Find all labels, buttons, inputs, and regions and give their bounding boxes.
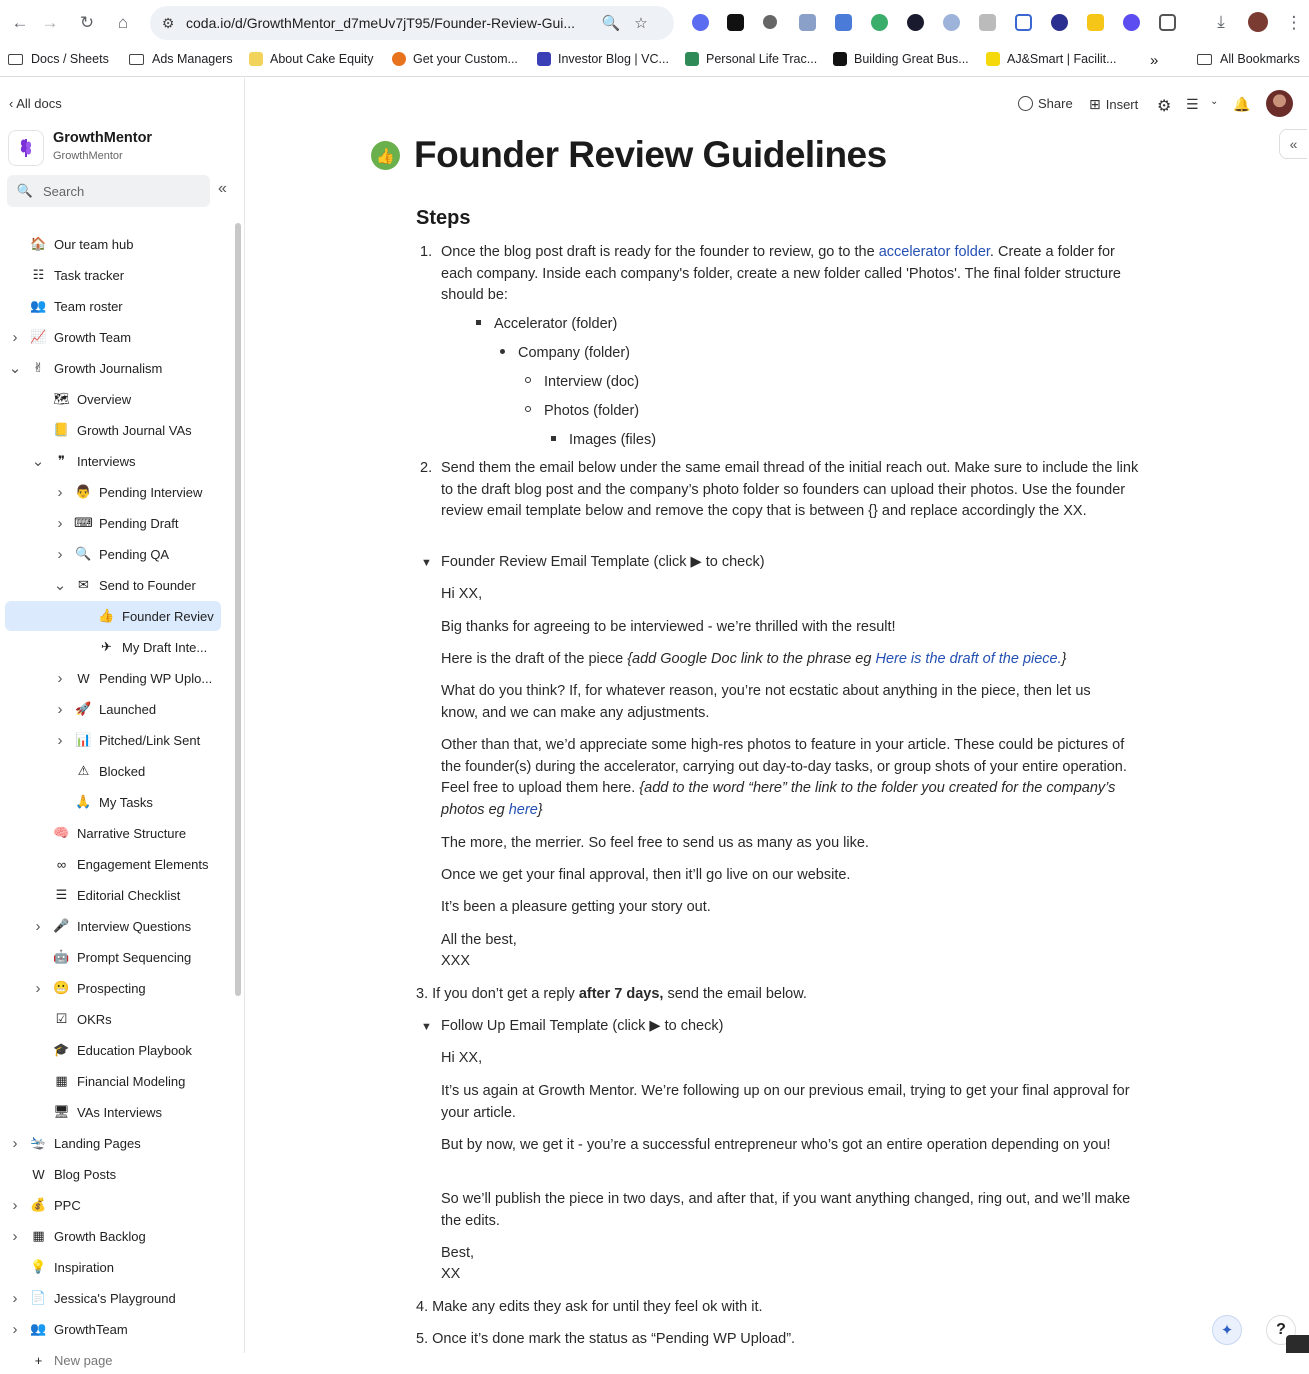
photos-folder-link[interactable]: here <box>508 801 538 818</box>
tree-label: Company (folder) <box>518 345 631 361</box>
doc-logo[interactable] <box>8 130 44 166</box>
sidebar-item[interactable] <box>0 1284 230 1312</box>
monitor-people-icon: 🖥 <box>53 1104 70 1119</box>
follow-up-toggle[interactable]: Follow Up Email Template (click ▶ to check) <box>441 1018 724 1034</box>
zoom-search-icon[interactable]: 🔍 <box>601 15 621 32</box>
chevron-down-icon[interactable]: ⌄ <box>53 577 67 594</box>
favicon <box>833 52 847 66</box>
site-info-icon[interactable]: ⚙ <box>161 14 175 31</box>
document-icon: 📄 <box>30 1290 47 1305</box>
sidebar-item[interactable] <box>0 1129 230 1157</box>
extension-icon[interactable] <box>799 14 816 31</box>
extension-icon[interactable] <box>907 14 924 31</box>
favicon <box>986 52 1000 66</box>
folder-icon <box>129 54 144 65</box>
browser-toolbar <box>0 0 1309 45</box>
chevron-right-icon[interactable]: › <box>12 328 18 346</box>
sidebar-item-label: Financial Modeling <box>77 1073 186 1089</box>
sidebar-item-label: Editorial Checklist <box>77 887 181 903</box>
grid-icon: ▦ <box>32 1228 45 1243</box>
comments-icon[interactable]: ☰ <box>1186 96 1199 112</box>
task-list-icon: ☷ <box>32 267 45 282</box>
insert-button[interactable] <box>1089 96 1138 113</box>
sidebar-item-label: Landing Pages <box>54 1135 141 1151</box>
sidebar-item-label: Overview <box>77 391 132 407</box>
all-bookmarks-folder[interactable] <box>1197 52 1300 66</box>
sidebar-item-label: Narrative Structure <box>77 825 187 841</box>
chevron-right-icon[interactable]: › <box>12 1196 18 1214</box>
sidebar-item[interactable] <box>0 788 230 816</box>
rocket-icon: 🚀 <box>75 701 92 716</box>
bookmark-label: Get your Custom... <box>413 52 518 66</box>
sidebar-item-label: Pitched/Link Sent <box>99 732 201 748</box>
chevron-right-icon[interactable]: › <box>12 1320 18 1338</box>
list-number: 1. <box>420 244 433 260</box>
url-text[interactable]: coda.io/d/GrowthMentor_d7meUv7jT95/Founder-Review-Gui... <box>186 15 576 31</box>
step-5-text: 5. Once it’s done mark the status as “Pending WP Upload”. <box>416 1331 796 1347</box>
sidebar-item[interactable] <box>0 850 230 878</box>
bookmark-star-icon[interactable]: ☆ <box>634 15 648 32</box>
ledger-icon: 📒 <box>53 422 70 437</box>
thumbs-up-icon[interactable]: 👍 <box>371 141 400 170</box>
sidebar-item-label: My Tasks <box>99 794 153 810</box>
bookmark-item[interactable] <box>249 52 374 66</box>
translate-extension-icon[interactable] <box>835 14 852 31</box>
extension-icon[interactable] <box>979 14 996 31</box>
sidebar-item[interactable] <box>0 1191 230 1219</box>
share-icon <box>1018 96 1033 111</box>
sidebar-item-label: Education Playbook <box>77 1042 192 1058</box>
email-signoff: Best, <box>441 1245 475 1261</box>
typewriter-icon: ⌨ <box>74 515 93 530</box>
chevron-right-icon[interactable]: › <box>57 731 63 749</box>
sidebar-item[interactable] <box>0 726 230 754</box>
bookmark-folder[interactable] <box>129 52 233 66</box>
sidebar-item-label: GrowthTeam <box>54 1321 128 1337</box>
folder-icon <box>8 54 23 65</box>
sidebar-item-label: Blog Posts <box>54 1166 117 1182</box>
sidebar-item-label: Send to Founder <box>99 577 196 593</box>
ai-sparkle-button[interactable]: ✦ <box>1212 1315 1242 1345</box>
sidebar-item[interactable] <box>0 912 230 940</box>
graduation-cap-icon: 🎓 <box>53 1042 70 1057</box>
accelerator-folder-link[interactable]: accelerator folder <box>878 244 990 260</box>
bookmark-label: Docs / Sheets <box>31 52 109 66</box>
brain-icon: 🧠 <box>53 825 70 840</box>
tree-label: Interview (doc) <box>544 374 640 390</box>
sidebar-item[interactable] <box>0 1253 230 1281</box>
plus-icon: + <box>34 1352 43 1368</box>
magnifier-icon: 🔍 <box>75 546 92 561</box>
insert-grid-icon: ⊞ <box>1089 96 1101 112</box>
sidebar-item[interactable] <box>0 1160 230 1188</box>
settings-gear-icon[interactable]: ⚙ <box>1157 98 1172 115</box>
sidebar-item-label: Pending Interview <box>99 484 203 500</box>
bookmark-label: About Cake Equity <box>270 52 374 66</box>
draft-link[interactable]: Here is the draft of the piece. <box>875 651 1062 667</box>
step-1-text <box>441 242 1141 307</box>
favicon <box>685 52 699 66</box>
wordpress-icon: W <box>32 1166 45 1182</box>
download-icon[interactable]: ⤓ <box>1217 12 1225 31</box>
step-3-text <box>416 984 807 1006</box>
tree-item <box>500 345 630 361</box>
people-talking-icon: 👨 <box>75 484 92 499</box>
sidebar-item-label: Growth Backlog <box>54 1228 146 1244</box>
text: Here is the draft of the piece <box>441 651 628 667</box>
sidebar-item[interactable] <box>0 478 230 506</box>
bookmark-label: Personal Life Trac... <box>706 52 818 66</box>
praying-hands-icon: 🙏 <box>75 794 92 809</box>
sidebar-item[interactable] <box>0 819 230 847</box>
share-button[interactable] <box>1018 96 1073 111</box>
bookmark-item[interactable] <box>685 52 817 66</box>
sidebar-item[interactable] <box>0 509 230 537</box>
sidebar-item[interactable] <box>0 354 230 382</box>
sidebar-item-label: Launched <box>99 701 157 717</box>
chevron-label: » <box>1150 52 1159 69</box>
chevron-down-icon[interactable]: ⌄ <box>8 360 22 377</box>
search-input[interactable] <box>7 175 210 207</box>
email-paragraph: Once we get your final approval, then it’ll go live on our website. <box>441 867 851 883</box>
favicon <box>249 52 263 66</box>
email-greeting: Hi XX, <box>441 586 483 602</box>
sidebar-item-label: New page <box>54 1352 113 1368</box>
email-signature: XX <box>441 1266 461 1282</box>
sidebar-item[interactable] <box>0 881 230 909</box>
email-signature: XXX <box>441 953 471 969</box>
italic-note: {add Google Doc link to the phrase eg <box>627 651 876 667</box>
step-2-text: Send them the email below under the same email thread of the initial reach out. Make sure to include the link to the draft blog post and the company’s photo folder so founders can upload their photos. Use the founder review email template below and remove the copy that is between {} and replace accordingly the XX. <box>441 460 1139 519</box>
chevron-down-icon[interactable]: ⌄ <box>1210 96 1219 107</box>
sidebar-item-label: OKRs <box>77 1011 112 1027</box>
map-icon: 🗺 <box>53 391 70 406</box>
text: 3. If you don’t get a reply <box>416 986 579 1002</box>
money-bag-icon: 💰 <box>30 1197 47 1212</box>
chevron-right-icon[interactable]: › <box>57 545 63 563</box>
sidebar-item-label: Interview Questions <box>77 918 192 934</box>
forward-arrow-icon[interactable]: → <box>41 13 59 32</box>
help-label: ? <box>1276 1321 1286 1338</box>
rings-icon: ∞ <box>56 856 67 872</box>
toggle-triangle-icon[interactable]: ▼ <box>421 1021 432 1033</box>
square-bullet-icon <box>476 320 481 325</box>
home-icon[interactable]: ⌂ <box>117 13 129 32</box>
email-paragraph: Big thanks for agreeing to be interviewed - we’re thrilled with the result! <box>441 619 896 635</box>
page-title[interactable]: Founder Review Guidelines <box>414 134 887 175</box>
quote-bubble-icon: ❞ <box>58 453 65 468</box>
robot-icon: 🤖 <box>53 949 70 964</box>
folder-icon <box>1197 54 1212 65</box>
bold-text: after 7 days, <box>578 986 664 1002</box>
sidebar-item[interactable] <box>0 323 230 351</box>
email-paragraph: It’s us again at Growth Mentor. We’re following up on our previous email, trying to get your final approval for your article. <box>441 1083 1130 1121</box>
email-paragraph: But by now, we get it - you’re a successful entrepreneur who’s got an entire operation depending on you! <box>441 1137 1111 1153</box>
envelope-icon: ✉ <box>78 577 89 592</box>
extension-icon[interactable] <box>1051 14 1068 31</box>
bookmark-label: Ads Managers <box>152 52 233 66</box>
checklist-icon: ☑ <box>55 1011 68 1026</box>
tree-label: Images (files) <box>569 432 657 448</box>
sidebar <box>0 78 245 1368</box>
email-paragraph: The more, the merrier. So feel free to send us as many as you like. <box>441 835 869 851</box>
wordpress-icon: W <box>77 670 90 686</box>
expand-panel-icon[interactable]: « <box>1279 129 1307 159</box>
chart-up-icon: 📈 <box>30 329 47 344</box>
tree-label: Photos (folder) <box>544 403 640 419</box>
chevron-right-icon[interactable]: › <box>57 700 63 718</box>
text: . Create a folder for each company. Inside each company's folder, create a new folder called 'Photos'. The final folder structure should be: <box>441 244 1121 303</box>
paper-plane-icon: ✈ <box>101 639 112 654</box>
chevron-right-icon[interactable]: › <box>57 514 63 532</box>
bookmark-item[interactable] <box>392 52 518 66</box>
search-placeholder: Search <box>43 183 85 199</box>
bookmark-label: Building Great Bus... <box>854 52 969 66</box>
chevron-right-icon[interactable]: › <box>12 1289 18 1307</box>
sidebar-item-label: VAs Interviews <box>77 1104 163 1120</box>
sidebar-item-label: Pending QA <box>99 546 170 562</box>
sidebar-item-label: Growth Team <box>54 329 132 345</box>
checklist-icon: ☰ <box>55 887 68 902</box>
sidebar-item[interactable] <box>0 1315 230 1343</box>
bookmark-label: Investor Blog | VC... <box>558 52 669 66</box>
favicon <box>392 52 406 66</box>
sidebar-item[interactable] <box>0 230 230 258</box>
lightbulb-head-icon: 💡 <box>30 1259 47 1274</box>
extension-icon[interactable] <box>1087 14 1104 31</box>
text: Once the blog post draft is ready for the founder to review, go to the <box>441 244 879 260</box>
bookmark-label: All Bookmarks <box>1220 52 1300 66</box>
sidebar-item-label: Team roster <box>54 298 123 314</box>
chevron-right-icon[interactable]: › <box>35 917 41 935</box>
sidebar-item-label: Pending WP Uplo... <box>99 670 213 686</box>
sidebar-item[interactable] <box>0 261 230 289</box>
chevron-right-icon[interactable]: › <box>12 1134 18 1152</box>
chevron-right-icon[interactable]: › <box>35 979 41 997</box>
square-bullet-icon <box>551 436 556 441</box>
email-paragraph <box>441 649 1141 671</box>
email-paragraph: So we’ll publish the piece in two days, and after that, if you want anything changed, ring out, and we’ll make the edits. <box>441 1191 1131 1229</box>
sidebar-item[interactable] <box>5 601 221 631</box>
corner-widget[interactable] <box>1286 1335 1309 1353</box>
people-group-icon: 👥 <box>30 1321 47 1336</box>
dot-bullet-icon <box>500 349 505 354</box>
sidebar-item[interactable] <box>0 447 230 475</box>
extension-icon[interactable] <box>1015 14 1032 31</box>
sidebar-item-label: PPC <box>54 1197 81 1213</box>
bookmark-item[interactable] <box>833 52 969 66</box>
house-icon: 🏠 <box>30 236 47 251</box>
sidebar-item[interactable] <box>0 664 230 692</box>
microphone-icon: 🎤 <box>53 918 70 933</box>
browser-menu-icon[interactable]: ⋮ <box>1285 13 1303 32</box>
steps-heading: Steps <box>416 207 471 229</box>
circle-bullet-icon <box>525 406 531 412</box>
collapse-sidebar-icon[interactable]: « <box>218 180 227 197</box>
sidebar-item[interactable] <box>0 695 230 723</box>
step-4-text: 4. Make any edits they ask for until they feel ok with it. <box>416 1299 763 1315</box>
sidebar-item[interactable] <box>0 571 230 599</box>
insert-label: Insert <box>1105 97 1139 112</box>
notifications-bell-icon[interactable]: 🔔 <box>1233 96 1251 112</box>
extension-icon[interactable] <box>943 14 960 31</box>
sidebar-item[interactable] <box>0 1036 230 1064</box>
tree-item <box>476 316 617 332</box>
sidebar-item[interactable] <box>0 385 230 413</box>
sidebar-item[interactable] <box>0 1098 230 1126</box>
chevron-left-icon: ‹ <box>9 96 17 111</box>
chevron-right-icon[interactable]: › <box>57 483 63 501</box>
bookmark-item[interactable] <box>537 52 669 66</box>
text: Other than that, we’d appreciate some high-res photos to feature in your article. These could be pictures of the founder(s) during the accelerator, carrying out day-to-day tasks, or group shots of your entire operation. Feel free to upload them here. <box>441 737 1127 796</box>
extension-icon[interactable] <box>871 14 888 31</box>
profile-avatar[interactable] <box>1248 12 1268 32</box>
italic-note: {add to the word “here” the link to the folder you created for the company’s photos eg <box>441 780 1116 818</box>
sidebar-item-label: Prospecting <box>77 980 146 996</box>
chevron-right-icon[interactable]: › <box>12 1227 18 1245</box>
sidebar-item-label: Pending Draft <box>99 515 179 531</box>
email-greeting: Hi XX, <box>441 1050 483 1066</box>
sidebar-item[interactable] <box>0 1005 230 1033</box>
text: send the email below. <box>663 986 807 1002</box>
thumbs-up-icon: 👍 <box>98 608 115 623</box>
sidebar-item[interactable] <box>0 633 230 661</box>
toggle-triangle-icon[interactable]: ▼ <box>421 557 432 569</box>
extension-icon[interactable] <box>763 15 777 29</box>
sidebar-item-label: Our team hub <box>54 236 134 252</box>
sidebar-item-label: Prompt Sequencing <box>77 949 192 965</box>
email-paragraph <box>441 735 1141 821</box>
tree-item <box>525 403 639 419</box>
search-icon: 🔍 <box>16 183 34 198</box>
italic-note: } <box>1061 651 1067 667</box>
reload-icon[interactable]: ↻ <box>79 13 95 32</box>
airplane-landing-icon: 🛬 <box>30 1135 47 1150</box>
extension-icon[interactable] <box>692 14 709 31</box>
favicon <box>537 52 551 66</box>
sidebar-item-label: Engagement Elements <box>77 856 209 872</box>
more-bookmarks-chevron-icon[interactable] <box>1150 52 1158 69</box>
all-docs-label: All docs <box>16 96 62 111</box>
tree-label: Accelerator (folder) <box>494 316 618 332</box>
sidebar-item[interactable] <box>0 292 230 320</box>
sidebar-item-label: Task tracker <box>54 267 125 283</box>
face-icon: 😬 <box>53 980 70 995</box>
share-label: Share <box>1038 96 1073 111</box>
bookmarks-bar <box>0 45 1309 77</box>
sidebar-item[interactable] <box>0 1222 230 1250</box>
sidebar-item[interactable] <box>0 943 230 971</box>
people-icon: 👥 <box>30 298 47 313</box>
sidebar-item-label: Blocked <box>99 763 146 779</box>
victory-hand-icon: ✌ <box>33 360 44 375</box>
sidebar-item[interactable] <box>0 1067 230 1095</box>
sidebar-item-label: Growth Journal VAs <box>77 422 192 438</box>
bookmark-item[interactable] <box>986 52 1117 66</box>
list-number: 2. <box>420 460 433 476</box>
email-paragraph: It’s been a pleasure getting your story out. <box>441 899 711 915</box>
sidebar-item-label: Founder Reviev <box>122 608 214 624</box>
sidebar-item[interactable] <box>0 540 230 568</box>
bookmark-folder[interactable] <box>8 52 109 66</box>
doc-subtitle: GrowthMentor <box>53 150 123 162</box>
back-arrow-icon[interactable]: ← <box>11 13 29 32</box>
extension-icon[interactable] <box>727 14 744 31</box>
address-bar[interactable] <box>150 6 674 40</box>
puzzle-extensions-icon[interactable] <box>1159 14 1176 31</box>
spreadsheet-icon: ▦ <box>55 1073 68 1088</box>
sidebar-item[interactable] <box>0 974 230 1002</box>
warning-icon: ⚠ <box>77 763 90 778</box>
wheat-logo-icon <box>19 138 33 158</box>
tree-item <box>551 432 656 448</box>
tree-item <box>525 374 639 390</box>
extension-icon[interactable] <box>1123 14 1140 31</box>
founder-review-toggle[interactable]: Founder Review Email Template (click ▶ to check) <box>441 554 765 570</box>
sidebar-item-label: Interviews <box>77 453 136 469</box>
italic-note: } <box>537 801 543 818</box>
sidebar-item-label: Jessica's Playground <box>54 1290 176 1306</box>
chevron-right-icon[interactable]: › <box>57 669 63 687</box>
sidebar-scrollbar[interactable] <box>235 223 241 996</box>
sidebar-item-label: My Draft Inte... <box>122 639 208 655</box>
doc-name[interactable]: GrowthMentor <box>53 130 153 146</box>
circle-bullet-icon <box>525 377 531 383</box>
sidebar-item[interactable] <box>0 416 230 444</box>
sidebar-item-label: Growth Journalism <box>54 360 163 376</box>
sidebar-item-label: Inspiration <box>54 1259 114 1275</box>
user-avatar[interactable] <box>1266 90 1293 117</box>
email-signoff: All the best, <box>441 932 517 948</box>
email-paragraph: What do you think? If, for whatever reason, you’re not ecstatic about anything in the piece, then let us know, and we can make any adjustments. <box>441 683 1091 721</box>
sidebar-item[interactable] <box>0 1346 230 1374</box>
presentation-icon: 📊 <box>75 732 92 747</box>
all-docs-link[interactable] <box>9 96 62 111</box>
chevron-down-icon[interactable]: ⌄ <box>31 453 45 470</box>
sidebar-item[interactable] <box>0 757 230 785</box>
bookmark-label: AJ&Smart | Facilit... <box>1007 52 1117 66</box>
